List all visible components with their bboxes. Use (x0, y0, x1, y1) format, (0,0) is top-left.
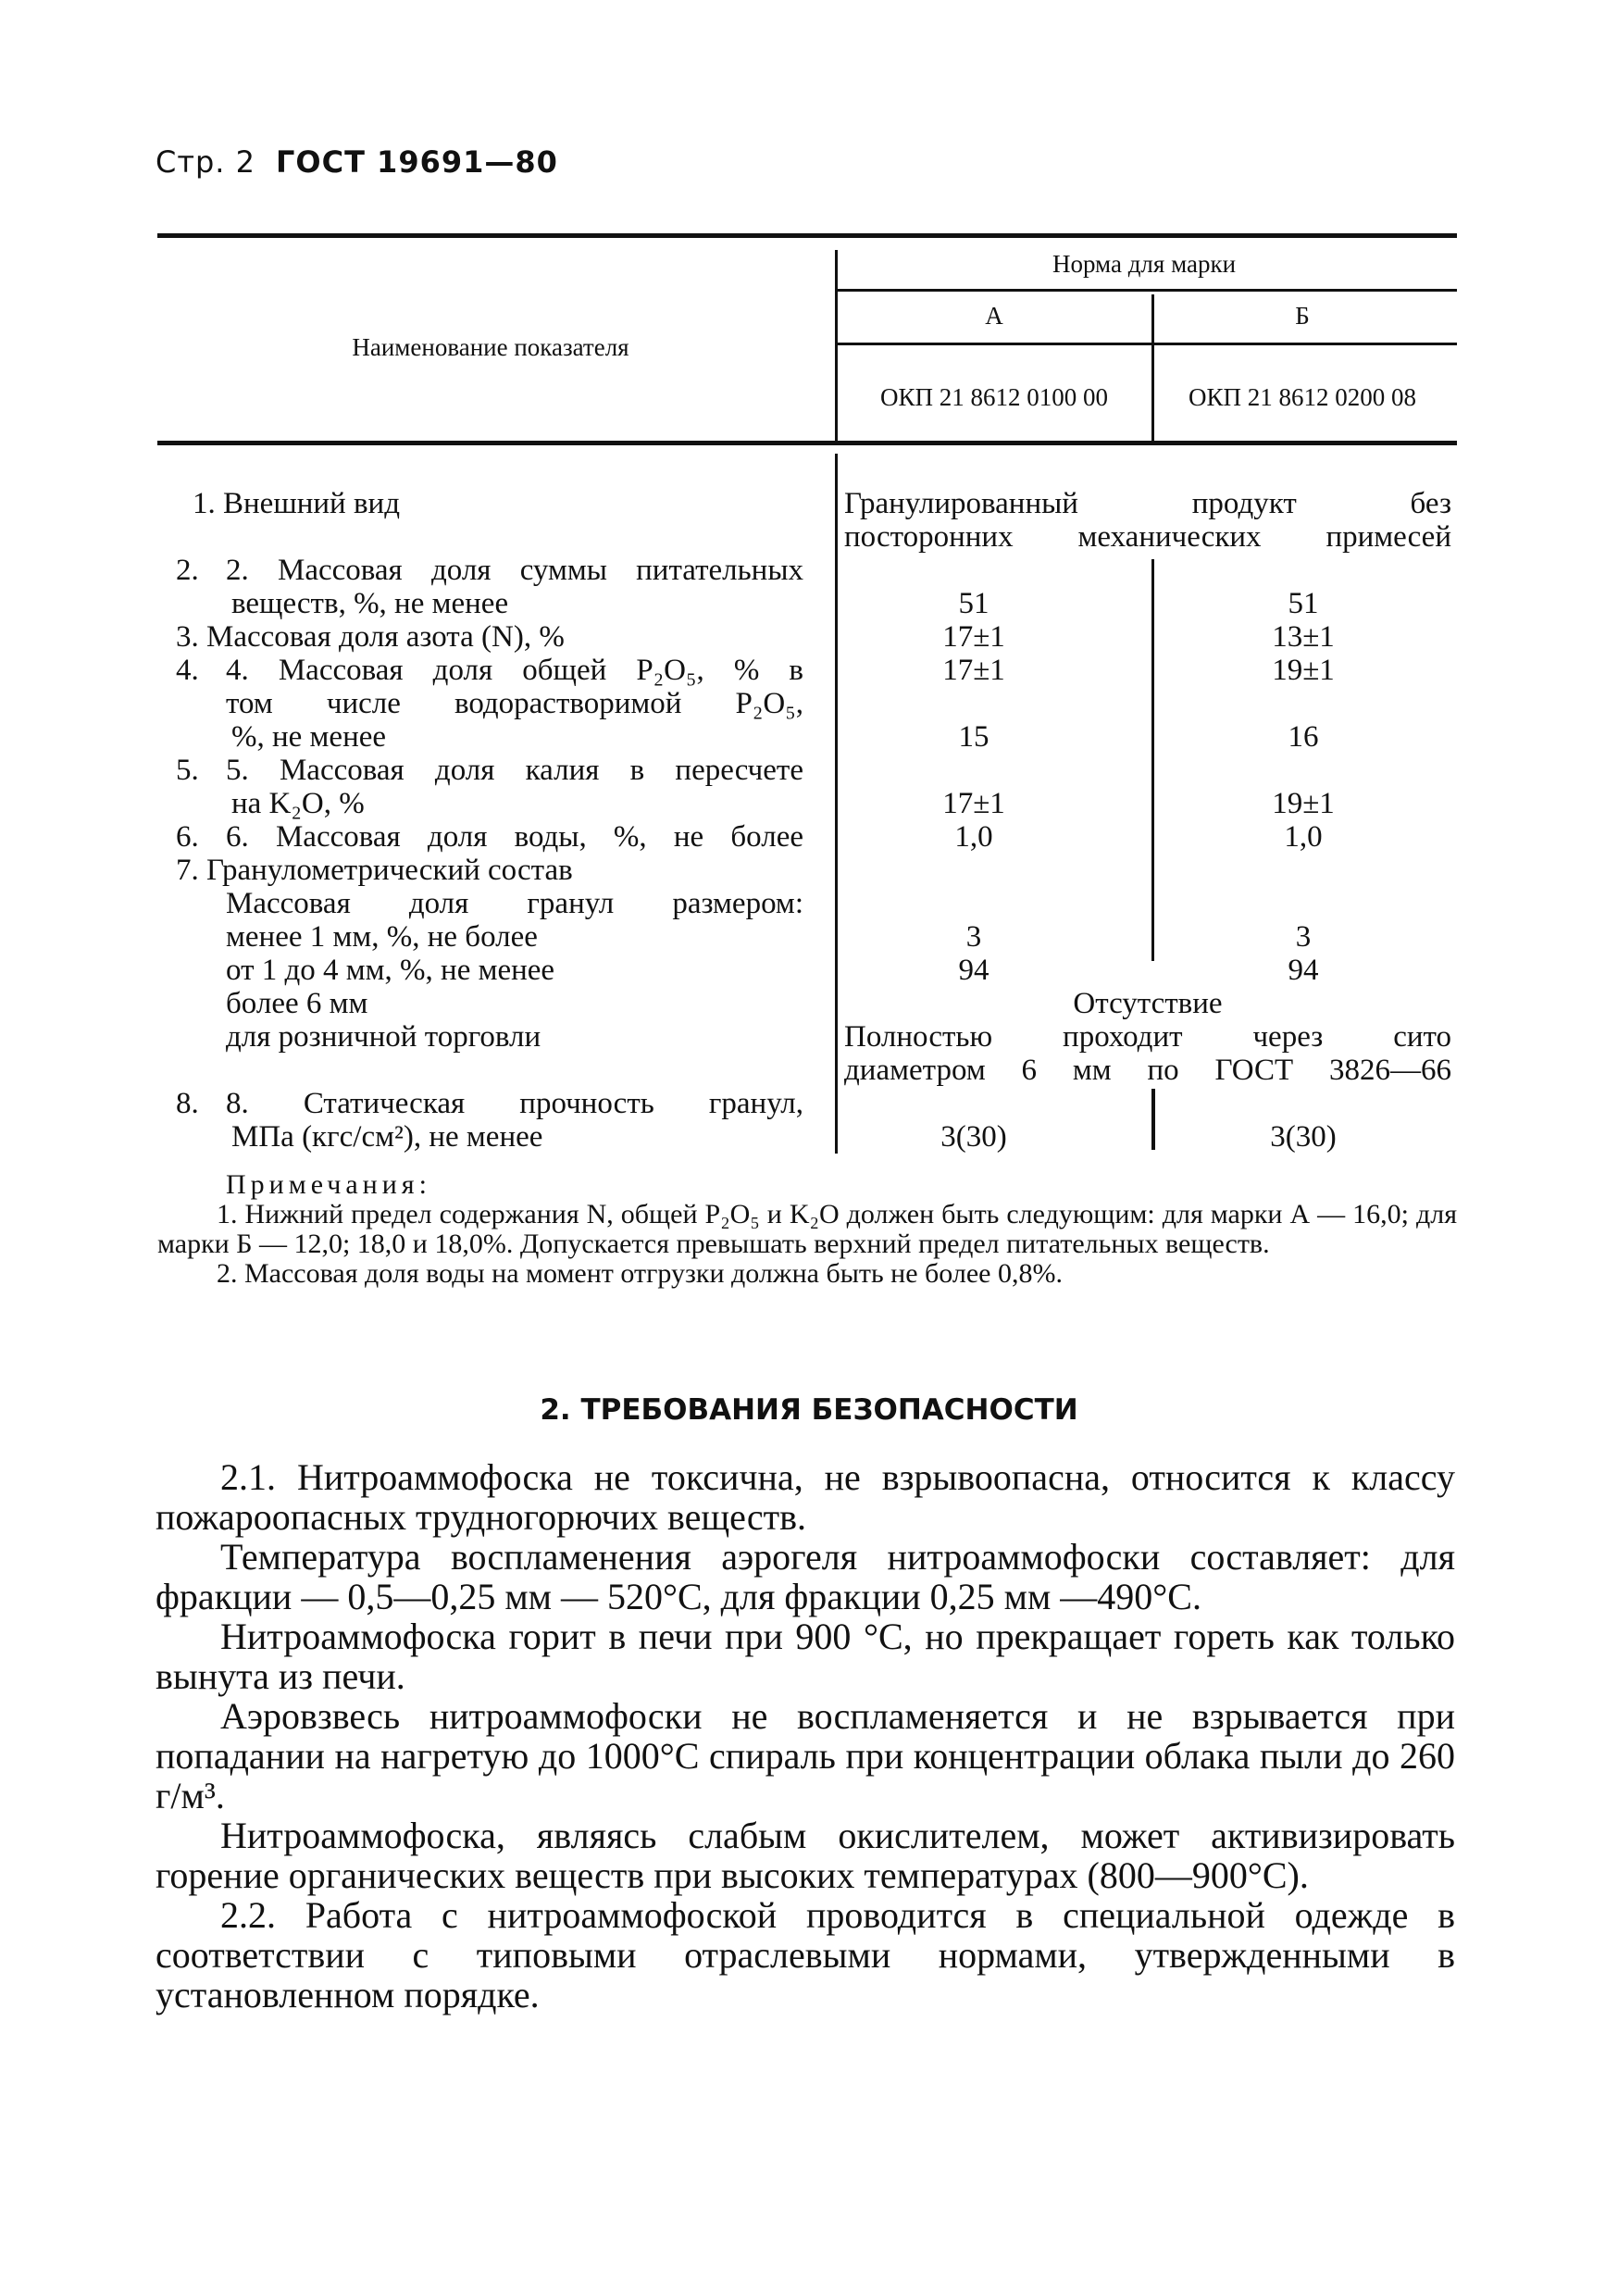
row-7-label-line2: Массовая доля гранул размером: (226, 887, 803, 920)
section-body (156, 1457, 1455, 2015)
row-4-number: 4. (176, 654, 199, 687)
row-6-number: 6. (176, 820, 199, 854)
table-top-rule (157, 233, 1457, 238)
row-3-value-b: 13±1 (1272, 620, 1335, 654)
body-grade-divider-rule (1151, 559, 1154, 961)
row-7-value-retail-line1: Полностью проходит через сито (844, 1020, 1451, 1054)
row-5-label-line1: 5. Массовая доля калия в пересчете (226, 754, 803, 787)
okp-a-code: ОКП 21 8612 0100 00 (879, 383, 1108, 411)
row-8-label-line2: МПа (кгс/см²), не менее (231, 1120, 543, 1154)
row-7-value-b-under1: 3 (1295, 920, 1312, 954)
row-5-value-b: 19±1 (1272, 787, 1335, 820)
column-header-norm: Норма для марки (1052, 250, 1237, 278)
note-2: 2. Массовая доля воды на момент отгрузки должна быть не более 0,8%. (217, 1258, 1063, 1289)
page-number: Стр. 2 (156, 144, 255, 180)
grade-b-header: Б (1295, 302, 1310, 330)
row-3-label: 3. Массовая доля азота (N), % (176, 620, 565, 654)
body-vertical-rule (835, 454, 838, 1154)
row-5-label-line2: на K₂O, % (231, 787, 365, 820)
row-2-number: 2. (176, 554, 199, 587)
row-5-number: 5. (176, 754, 199, 787)
paragraph-furnace-burning: Нитроаммофоска горит в печи при 900 °С, но прекращает гореть как только вынута из печи. (156, 1616, 1455, 1697)
row-7-value-b-1to4: 94 (1288, 954, 1319, 987)
row-1-value-line1: Гранулированный продукт без (844, 487, 1451, 520)
row-6-value-a: 1,0 (954, 820, 993, 854)
page-header (156, 144, 579, 180)
row-7-label-line4: от 1 до 4 мм, %, не менее (226, 954, 555, 987)
row-4-value-b-soluble: 16 (1288, 720, 1319, 754)
okp-b-code: ОКП 21 8612 0200 08 (1188, 383, 1416, 411)
row-5-value-a: 17±1 (942, 787, 1005, 820)
row-2-label-line2: веществ, %, не менее (231, 587, 509, 620)
row-4-label-line1: 4. Массовая доля общей P₂O₅, % в (226, 654, 803, 687)
row-7-value-over6: Отсутствие (1073, 987, 1223, 1020)
row-2-label-line1: 2. Массовая доля суммы питательных (226, 554, 803, 587)
row-7-value-a-1to4: 94 (958, 954, 989, 987)
row-4-label-line3: %, не менее (231, 720, 387, 754)
row-8-number: 8. (176, 1087, 199, 1120)
row-7-label-line6: для розничной торговли (226, 1020, 541, 1054)
row-7-value-a-under1: 3 (965, 920, 982, 954)
row-1-label: 1. Внешний вид (193, 487, 400, 520)
column-header-indicator: Наименование показателя (352, 333, 629, 361)
notes-title: Примечания: (226, 1169, 431, 1200)
table-header-bottom-rule (157, 441, 1457, 445)
section-title: 2. ТРЕБОВАНИЯ БЕЗОПАСНОСТИ (540, 1393, 1078, 1427)
note-1: 1. Нижний предел содержания N, общей P₂O₅ и K₂O должен быть следующим: для марки А — 16,0; для марки Б — 12,0; 18,0 и 18,0%. Допускается превышать верхний предел питательных веществ. (157, 1199, 1457, 1259)
row-7-label-line1: 7. Гранулометрический состав (176, 854, 573, 887)
row-4-value-a-soluble: 15 (958, 720, 989, 754)
row-8-value-a: 3(30) (940, 1120, 1007, 1154)
norm-header-rule (837, 289, 1457, 292)
row-3-value-a: 17±1 (942, 620, 1005, 654)
row-4-label-line2: том числе водорастворимой P₂O₅, (226, 687, 803, 720)
row-7-label-line3: менее 1 мм, %, не более (226, 920, 538, 954)
row-4-value-b-total: 19±1 (1272, 654, 1335, 687)
row-7-label-line5: более 6 мм (226, 987, 368, 1020)
paragraph-2-1: 2.1. Нитроаммофоска не токсична, не взрывоопасна, относится к классу пожароопасных трудногорючих веществ. (156, 1456, 1455, 1538)
row-6-value-b: 1,0 (1284, 820, 1323, 854)
row-8-value-b: 3(30) (1270, 1120, 1337, 1154)
paragraph-oxidizer: Нитроаммофоска, являясь слабым окислителем, может активизировать горение органических веществ при высоких температурах (800—900°С). (156, 1815, 1455, 1896)
grade-header-rule (837, 343, 1457, 345)
standard-code: ГОСТ 19691—80 (276, 144, 558, 180)
body-grade-divider-rule-lower (1151, 1089, 1155, 1150)
row-7-value-retail-line2: диаметром 6 мм по ГОСТ 3826—66 (844, 1054, 1451, 1087)
paragraph-ignition-temperature: Температура воспламенения аэрогеля нитроаммофоски составляет: для фракции — 0,5—0,25 мм — 520°С, для фракции 0,25 мм —490°С. (156, 1536, 1455, 1617)
row-2-value-b: 51 (1288, 587, 1319, 620)
notes-block (157, 1170, 1457, 1289)
row-6-label: 6. Массовая доля воды, %, не более (226, 820, 803, 854)
row-8-label-line1: 8. Статическая прочность гранул, (226, 1087, 803, 1120)
grade-a-header: А (985, 302, 1003, 330)
paragraph-2-2: 2.2. Работа с нитроаммофоской проводится в специальной одежде в соответствии с типовыми отраслевыми нормами, утвержденными в установленном порядке. (156, 1894, 1455, 2015)
row-1-value-line2: посторонних механических примесей (844, 520, 1451, 554)
paragraph-aerosuspension: Аэровзвесь нитроаммофоски не воспламеняется и не взрывается при попадании на нагретую до 1000°С спираль при концентрации облака пыли до 260 г/м³. (156, 1695, 1455, 1816)
row-4-value-a-total: 17±1 (942, 654, 1005, 687)
row-2-value-a: 51 (958, 587, 989, 620)
